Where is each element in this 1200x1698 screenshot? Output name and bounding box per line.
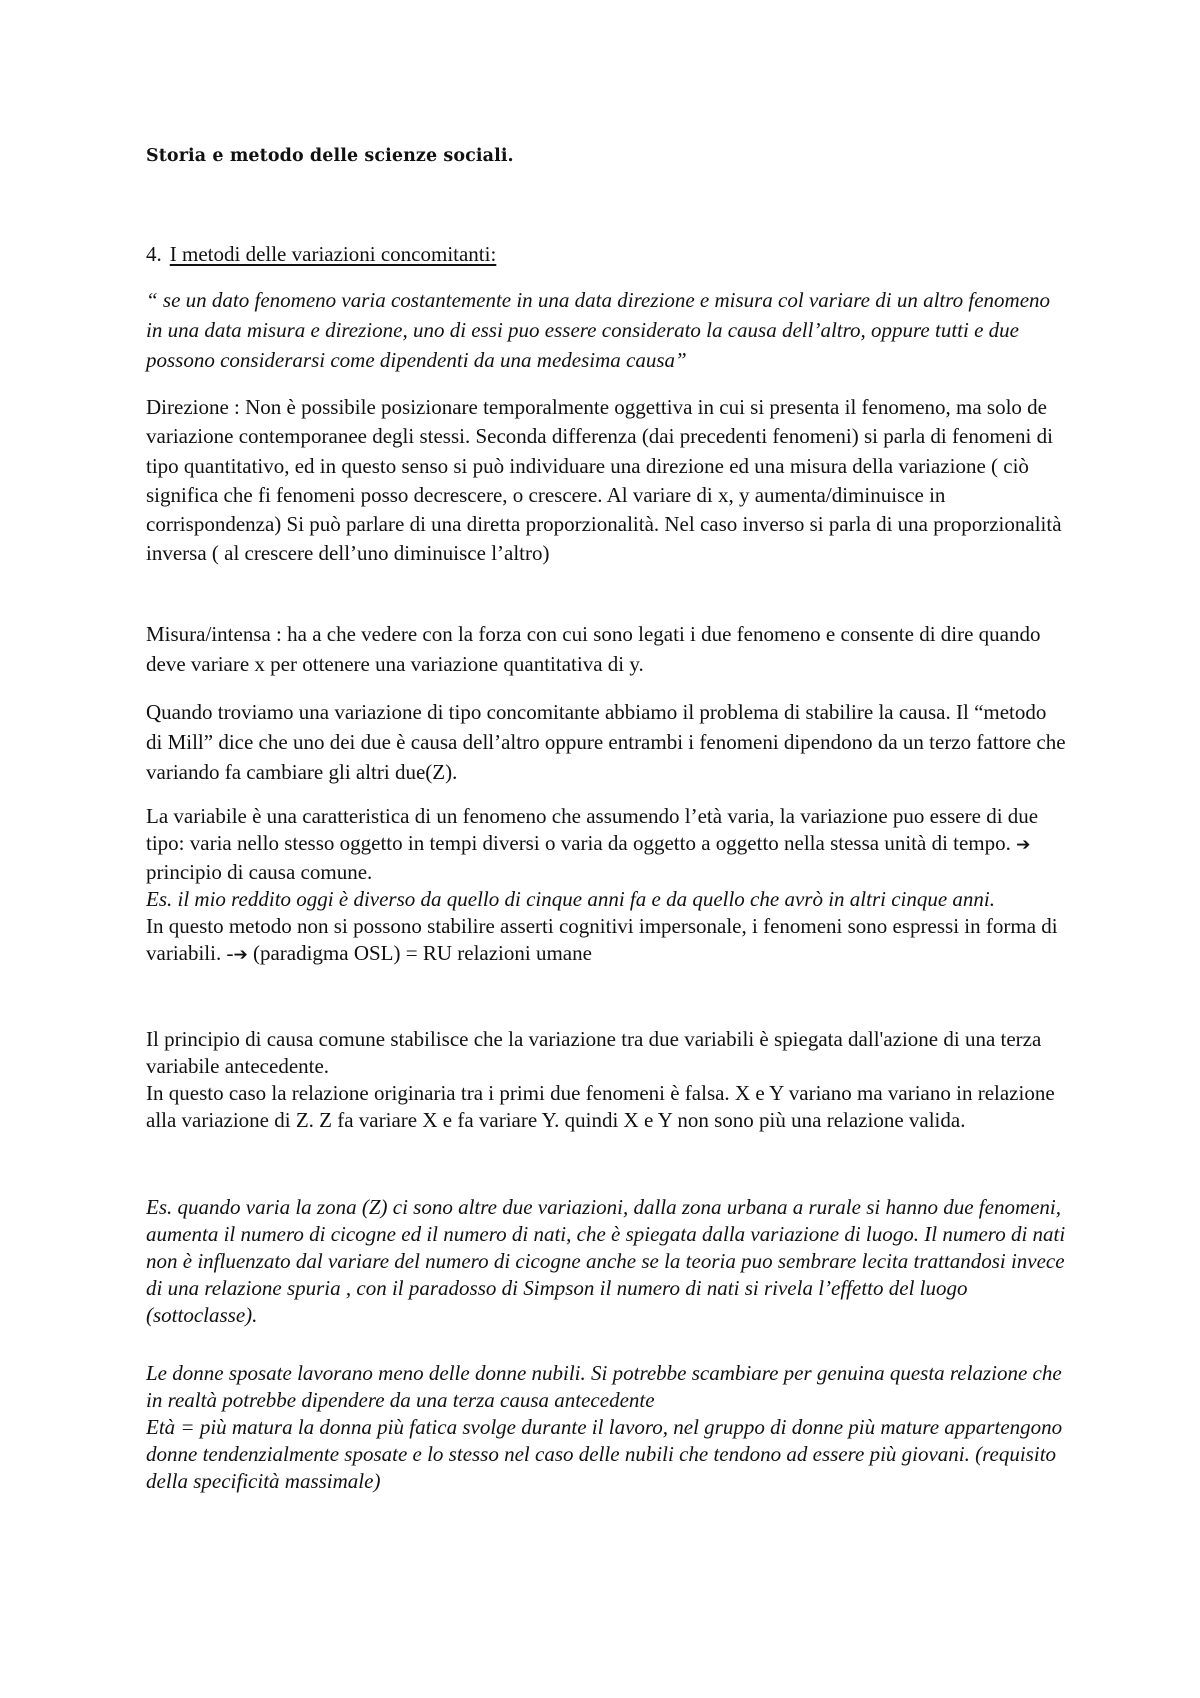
paragraph-mill-text: Quando troviamo una variazione di tipo concomitante abbiamo il problema di stabilire la causa. Il “metodo di Mill” dice che uno dei due è causa dell’altro oppure entrambi i fenomeni dipendono da un terzo fattore che variando fa cambiare gli altri due(Z). — [146, 700, 1066, 784]
paragraph-causa-comune — [146, 1026, 1066, 1134]
paragraph-causa-comune-text: Il principio di causa comune stabilisce che la variazione tra due variabili è spiegata dall'azione di una terza variabile antecedente. — [146, 1027, 1042, 1078]
section-number: 4. — [146, 242, 162, 266]
section-heading-text: I metodi delle variazioni concomitanti: — [169, 242, 497, 266]
paragraph-variabile-text: La variabile è una caratteristica di un fenomeno che assumendo l’età varia, la variazione puo essere di due tipo: varia nello stesso oggetto in tempi diversi o varia da oggetto a oggetto nella stessa unità di tempo. — [146, 804, 1039, 855]
paragraph-esempio-cicogne — [146, 1194, 1066, 1329]
paragraph-metodo-line — [146, 913, 1066, 969]
quote-paragraph — [146, 285, 1066, 375]
paragraph-metodo-tail: (paradigma OSL) = RU relazioni umane — [247, 941, 592, 965]
paragraph-direzione-text: Direzione : Non è possibile posizionare temporalmente oggettiva in cui si presenta il fenomeno, ma solo de variazione contemporanee degli stessi. Seconda differenza (dai precedenti fenomeni) si parla di fenomeni di tipo quantitativo, ed in questo senso si può individuare una direzione ed una misura della variazione ( ciò significa che fi fenomeni posso decrescere, o crescere. Al variare di x, y aumenta/diminuisce in corrispondenza) Si può parlare di una diretta proporzionalità. Nel caso inverso si parla di una proporzionalità inversa ( al crescere dell’uno diminuisce l’altro) — [146, 395, 1062, 566]
arrow-right-icon: ➔ — [1016, 835, 1031, 855]
esempio-donne-text: Le donne sposate lavorano meno delle donne nubili. Si potrebbe scambiare per genuina questa relazione che in realtà potrebbe dipendere da una terza causa antecedente — [146, 1361, 1062, 1412]
paragraph-metodo-text: In questo metodo non si possono stabilire asserti cognitivi impersonale, i fenomeni sono espressi in forma di variabili. - — [146, 914, 1058, 965]
paragraph-esempio-donne — [146, 1360, 1066, 1495]
paragraph-direzione — [146, 393, 1066, 569]
esempio-reddito-text: Es. il mio reddito oggi è diverso da quello di cinque anni fa e da quello che avrò in altri cinque anni. — [146, 887, 996, 911]
paragraph-relazione-falsa-text: In questo caso la relazione originaria tra i primi due fenomeni è falsa. X e Y variano ma variano in relazione alla variazione di Z. Z fa variare X e fa variare Y. quindi X e Y non sono più una relazione valida. — [146, 1081, 1055, 1132]
paragraph-variabile-line — [146, 803, 1066, 886]
document-title: Storia e metodo delle scienze sociali. — [146, 146, 514, 166]
esempio-cicogne-text: Es. quando varia la zona (Z) ci sono altre due variazioni, dalla zona urbana a rurale si hanno due fenomeni, aumenta il numero di cicogne ed il numero di nati, che è spiegata dalla variazione di luogo. Il numero di nati non è influenzato dal variare del numero di cicogne anche se la teoria puo sembrare lecita trattandosi invece di una relazione spuria , con il paradosso di Simpson il numero di nati si rivela l’effetto del luogo (sottoclasse). — [146, 1195, 1066, 1327]
esempio-eta-text: Età = più matura la donna più fatica svolge durante il lavoro, nel gruppo di donne più mature appartengono donne tendenzialmente sposate e lo stesso nel caso delle nubili che tendono ad essere più giovani. (requisito della specificità massimale) — [146, 1415, 1063, 1493]
paragraph-variabile-tail: principio di causa comune. — [146, 860, 373, 884]
quote-text: “ se un dato fenomeno varia costantemente in una data direzione e misura col variare di un altro fenomeno in una data misura e direzione, uno di essi puo essere considerato la causa dell’altro, oppure tutti e due possono considerarsi come dipendenti da una medesima causa” — [146, 288, 1051, 372]
section-heading — [146, 242, 496, 267]
arrow-right-icon: ➔ — [233, 945, 248, 965]
paragraph-mill — [146, 697, 1066, 787]
paragraph-misura-text: Misura/intensa : ha a che vedere con la forza con cui sono legati i due fenomeno e consente di dire quando deve variare x per ottenere una variazione quantitativa di y. — [146, 622, 1041, 676]
paragraph-variabile — [146, 803, 1066, 969]
paragraph-misura — [146, 620, 1066, 679]
